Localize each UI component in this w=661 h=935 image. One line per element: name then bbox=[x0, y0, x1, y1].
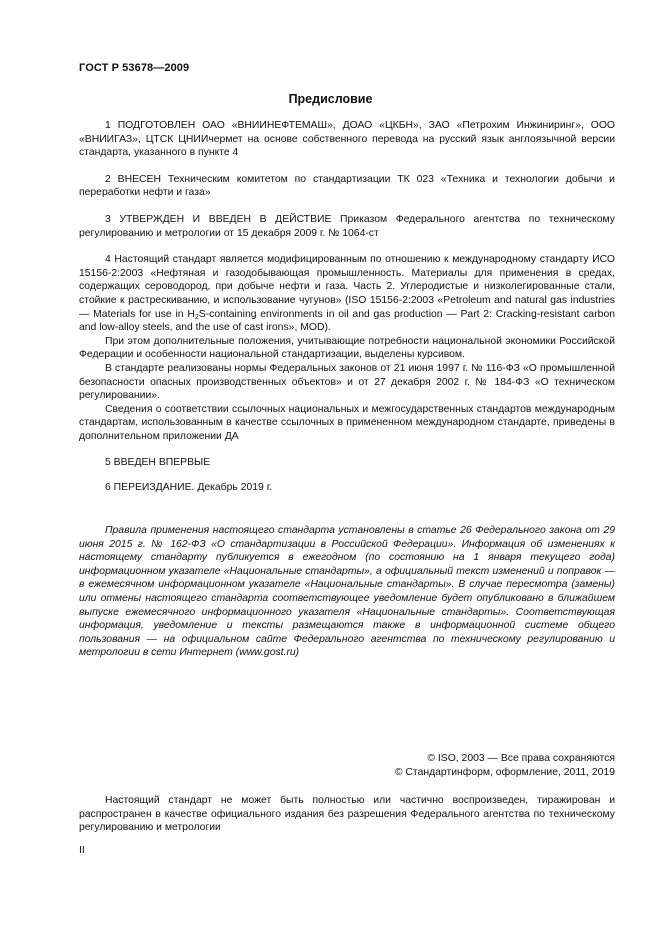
copyright-standartinform: © Стандартинформ, оформление, 2011, 2019 bbox=[394, 767, 615, 778]
paragraph-6-reissue: 6 ПЕРЕИЗДАНИЕ. Декабрь 2019 г. bbox=[105, 482, 273, 494]
paragraph-4-text-b: S-containing environments in oil and gas production — Part 2: Cracking-resistant carbon and low-alloy steels, and the use of cast irons», MOD). bbox=[79, 308, 615, 334]
section-title: Предисловие bbox=[288, 92, 373, 106]
reproduction-text: Настоящий стандарт не может быть полностью или частично воспроизведен, тиражирован и распространен в качестве официального издания без разрешения Федерального агентства по техническому регулированию и метрологии bbox=[79, 795, 615, 834]
foreword-body bbox=[79, 119, 615, 495]
paragraph-4-additional-provisions: При этом дополнительные положения, учитывающие потребности национальной экономики Российской Федерации и особенности национальной стандартизации, выделены курсивом. bbox=[79, 335, 615, 361]
h2s-subscript: 2 bbox=[194, 313, 199, 321]
reproduction-notice bbox=[79, 794, 615, 835]
paragraph-4-federal-laws: В стандарте реализованы нормы Федеральных законов от 21 июня 1997 г. № 116-ФЗ «О промышленной безопасности опасных производственных объектов» и от 27 декабря 2002 г. № 184-ФЗ «О техническом регулировании». bbox=[79, 362, 615, 402]
paragraph-5-introduced: 5 ВВЕДЕН ВПЕРВЫЕ bbox=[105, 457, 211, 469]
paragraph-2-submitted: 2 ВНЕСЕН Техническим комитетом по стандартизации ТК 023 «Техника и технологии добычи и переработки нефти и газа» bbox=[79, 173, 615, 199]
copyright-iso: © ISO, 2003 — Все права сохраняются bbox=[427, 753, 615, 764]
page-number: II bbox=[79, 845, 85, 856]
paragraph-4-references: Сведения о соответствии ссылочных национальных и межгосударственных стандартов международным стандартам, использованным в качестве ссылочных в примененном международном стандарте, приведены в дополнительном приложении ДА bbox=[79, 403, 615, 442]
paragraph-4-modification bbox=[79, 253, 615, 335]
application-rules-notice bbox=[79, 524, 615, 660]
paragraph-4-text-a: 4 Настоящий стандарт является модифицированным по отношению к международному стандарту ИСО 15156-2:2003 «Нефтяная и газодобывающая промышленность. Материалы для применения в средах, содержащих сероводород, при добыче нефти и газа. Часть 2. Углеродистые и низколегированные стали, стойкие к растрескиванию, и использование чугунов» (ISO 15156-2:2003 «Petroleum and natural gas industries — Materials for use in H bbox=[79, 254, 615, 320]
standard-id-header: ГОСТ Р 53678—2009 bbox=[79, 62, 190, 74]
notice-text: Правила применения настоящего стандарта установлены в статье 26 Федерального закона от 29 июня 2015 г. № 162-ФЗ «О стандартизации в Российской Федерации». Информация об изменениях к настоящему стандарту публикуется в ежегодном (по состоянию на 1 января текущего года) информационном указателе «Национальные стандарты», а официальный текст изменений и поправок — в ежемесячном информационном указателе «Национальные стандарты». В случае пересмотра (замены) или отмены настоящего стандарта соответствующее уведомление будет опубликовано в ближайшем выпуске ежемесячного информационного указателя «Национальные стандарты». Соответствующая информация, уведомление и тексты размещаются также в информационной системе общего пользования — на официальном сайте Федерального агентства по техническому регулированию и метрологии в сети Интернет (www.gost.ru) bbox=[79, 525, 615, 659]
paragraph-1-prepared: 1 ПОДГОТОВЛЕН ОАО «ВНИИНЕФТЕМАШ», ДОАО «ЦКБН», ЗАО «Петрохим Инжиниринг», ООО «ВНИИГАЗ», ЦТСК ЦНИИчермет на основе собственного перевода на русский язык англоязычной версии стандарта, указанного в пункте 4 bbox=[79, 120, 615, 159]
paragraph-3-approved: 3 УТВЕРЖДЕН И ВВЕДЕН В ДЕЙСТВИЕ Приказом Федерального агентства по техническому регулированию и метрологии от 15 декабря 2009 г. № 1064-ст bbox=[79, 213, 615, 239]
copyright-block bbox=[395, 752, 615, 780]
